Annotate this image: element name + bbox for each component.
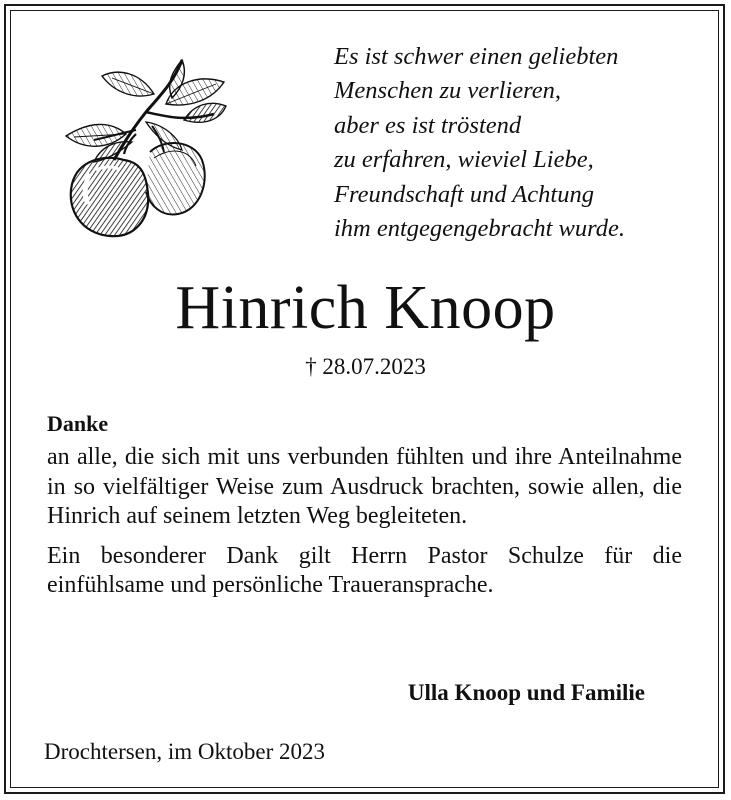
poem-line: Es ist schwer einen geliebten [334,43,619,70]
signature: Ulla Knoop und Familie [407,680,645,705]
thanks-section [47,409,682,611]
poem-line: ihm entgegengebracht wurde. [334,215,625,243]
thanks-paragraph: an alle, die sich mit uns verbunden fühlten und ihre Anteilnahme in so vielfältiger Weise zum Ausdruck brachten, sowie allen, die Hinrich auf seinem letzten Weg begleiteten. [47,444,682,530]
poem-line: aber es ist tröstend [334,111,522,139]
poem [334,40,704,246]
poem-line: Freundschaft und Achtung [334,180,594,208]
thanks-heading: Danke [47,411,109,436]
special-thanks-paragraph: Ein besonderer Dank gilt Herrn Pastor Schulze für die einfühlsame und persönliche Traueransprache. [47,542,682,599]
poem-line: Menschen zu verlieren, [334,77,561,105]
place-date: Drochtersen, im Oktober 2023 [44,739,326,764]
apple-branch-icon [54,42,230,242]
poem-line: zu erfahren, wieviel Liebe, [334,146,594,174]
death-date: † 28.07.2023 [305,354,426,379]
deceased-name: Hinrich Knoop [175,274,556,342]
